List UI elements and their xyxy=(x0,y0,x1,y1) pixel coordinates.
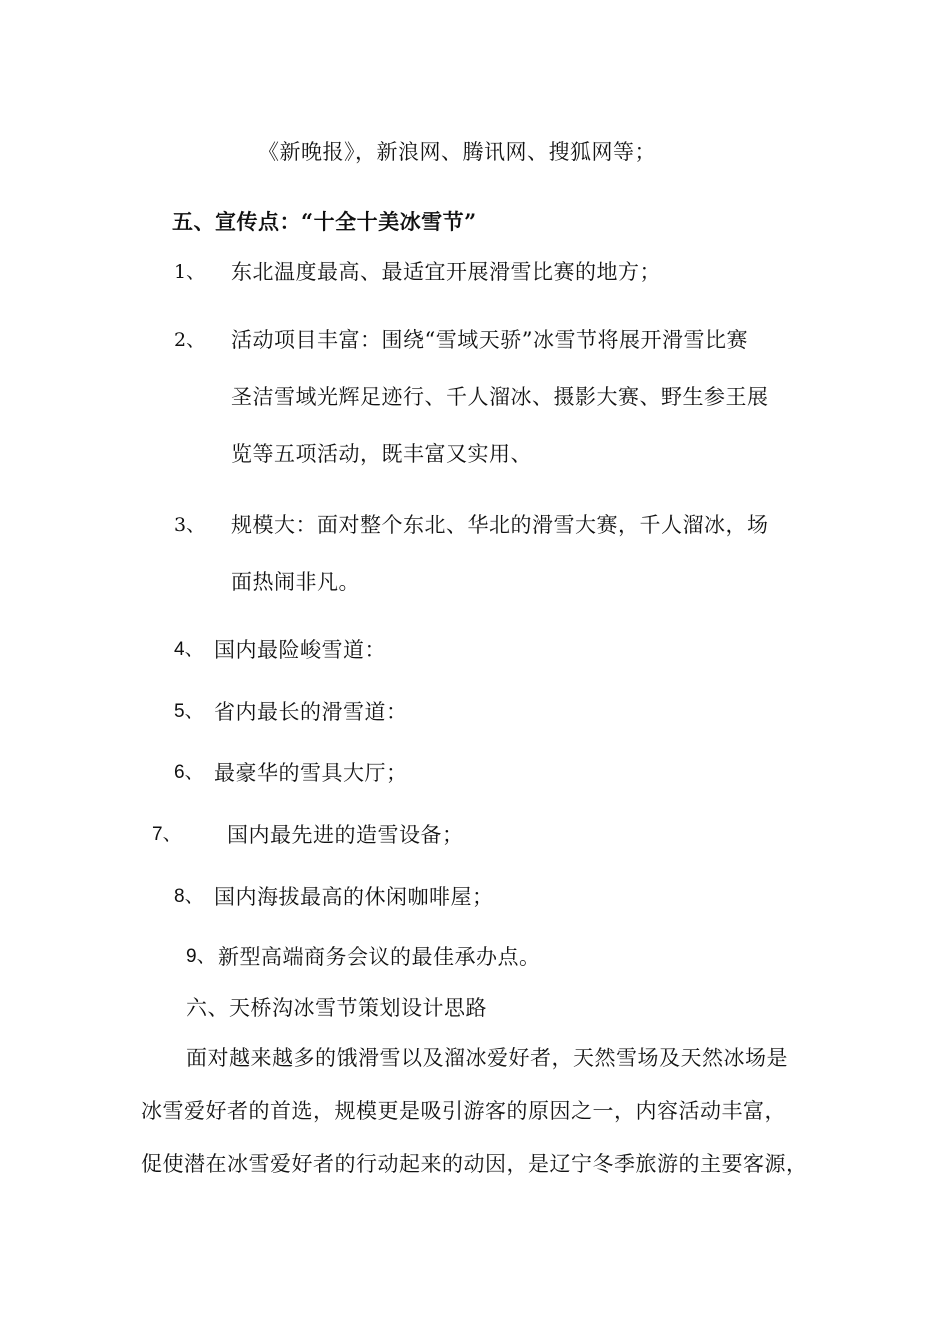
item-text: 面热闹非凡。 xyxy=(231,570,360,594)
item-number: 6、 xyxy=(174,762,204,783)
item-number: 4、 xyxy=(174,639,204,660)
media-line: 《新晚报》，新浪网、腾讯网、搜狐网等； xyxy=(258,140,656,164)
item-text: 规模大：面对整个东北、华北的滑雪大赛，千人溜冰，场 xyxy=(231,513,769,537)
section6-title: 六、天桥沟冰雪节策划设计思路 xyxy=(186,996,487,1020)
paragraph-line: 促使潜在冰雪爱好者的行动起来的动因，是辽宁冬季旅游的主要客源， xyxy=(141,1152,808,1176)
item-number: 1、 xyxy=(174,261,206,283)
item-text: 览等五项活动，既丰富又实用、 xyxy=(231,442,532,466)
item-number: 8、 xyxy=(174,886,204,907)
item-text: 新型高端商务会议的最佳承办点。 xyxy=(218,945,541,969)
item-text: 最豪华的雪具大厅； xyxy=(214,761,408,785)
item-text: 圣洁雪域光辉足迹行、千人溜冰、摄影大赛、野生参王展 xyxy=(231,385,769,409)
item-text: 东北温度最高、最适宜开展滑雪比赛的地方； xyxy=(231,260,661,284)
item-text: 国内海拔最高的休闲咖啡屋； xyxy=(214,885,494,909)
item-number: 5、 xyxy=(174,701,204,722)
item-text: 活动项目丰富：围绕“雪域天骄”冰雪节将展开滑雪比赛 xyxy=(231,328,748,352)
paragraph-line: 面对越来越多的饿滑雪以及溜冰爱好者，天然雪场及天然冰场是 xyxy=(186,1046,788,1070)
item-number: 2、 xyxy=(174,329,206,351)
item-number: 7、 xyxy=(152,824,182,845)
item-number: 3、 xyxy=(174,514,206,536)
item-text: 国内最险峻雪道： xyxy=(214,638,386,662)
item-text: 省内最长的滑雪道： xyxy=(214,700,408,724)
item-text: 国内最先进的造雪设备； xyxy=(227,823,464,847)
paragraph-line: 冰雪爱好者的首选，规模更是吸引游客的原因之一，内容活动丰富， xyxy=(141,1099,786,1123)
section5-title: 五、宣传点：“十全十美冰雪节” xyxy=(172,209,477,234)
item-number: 9、 xyxy=(186,946,216,967)
